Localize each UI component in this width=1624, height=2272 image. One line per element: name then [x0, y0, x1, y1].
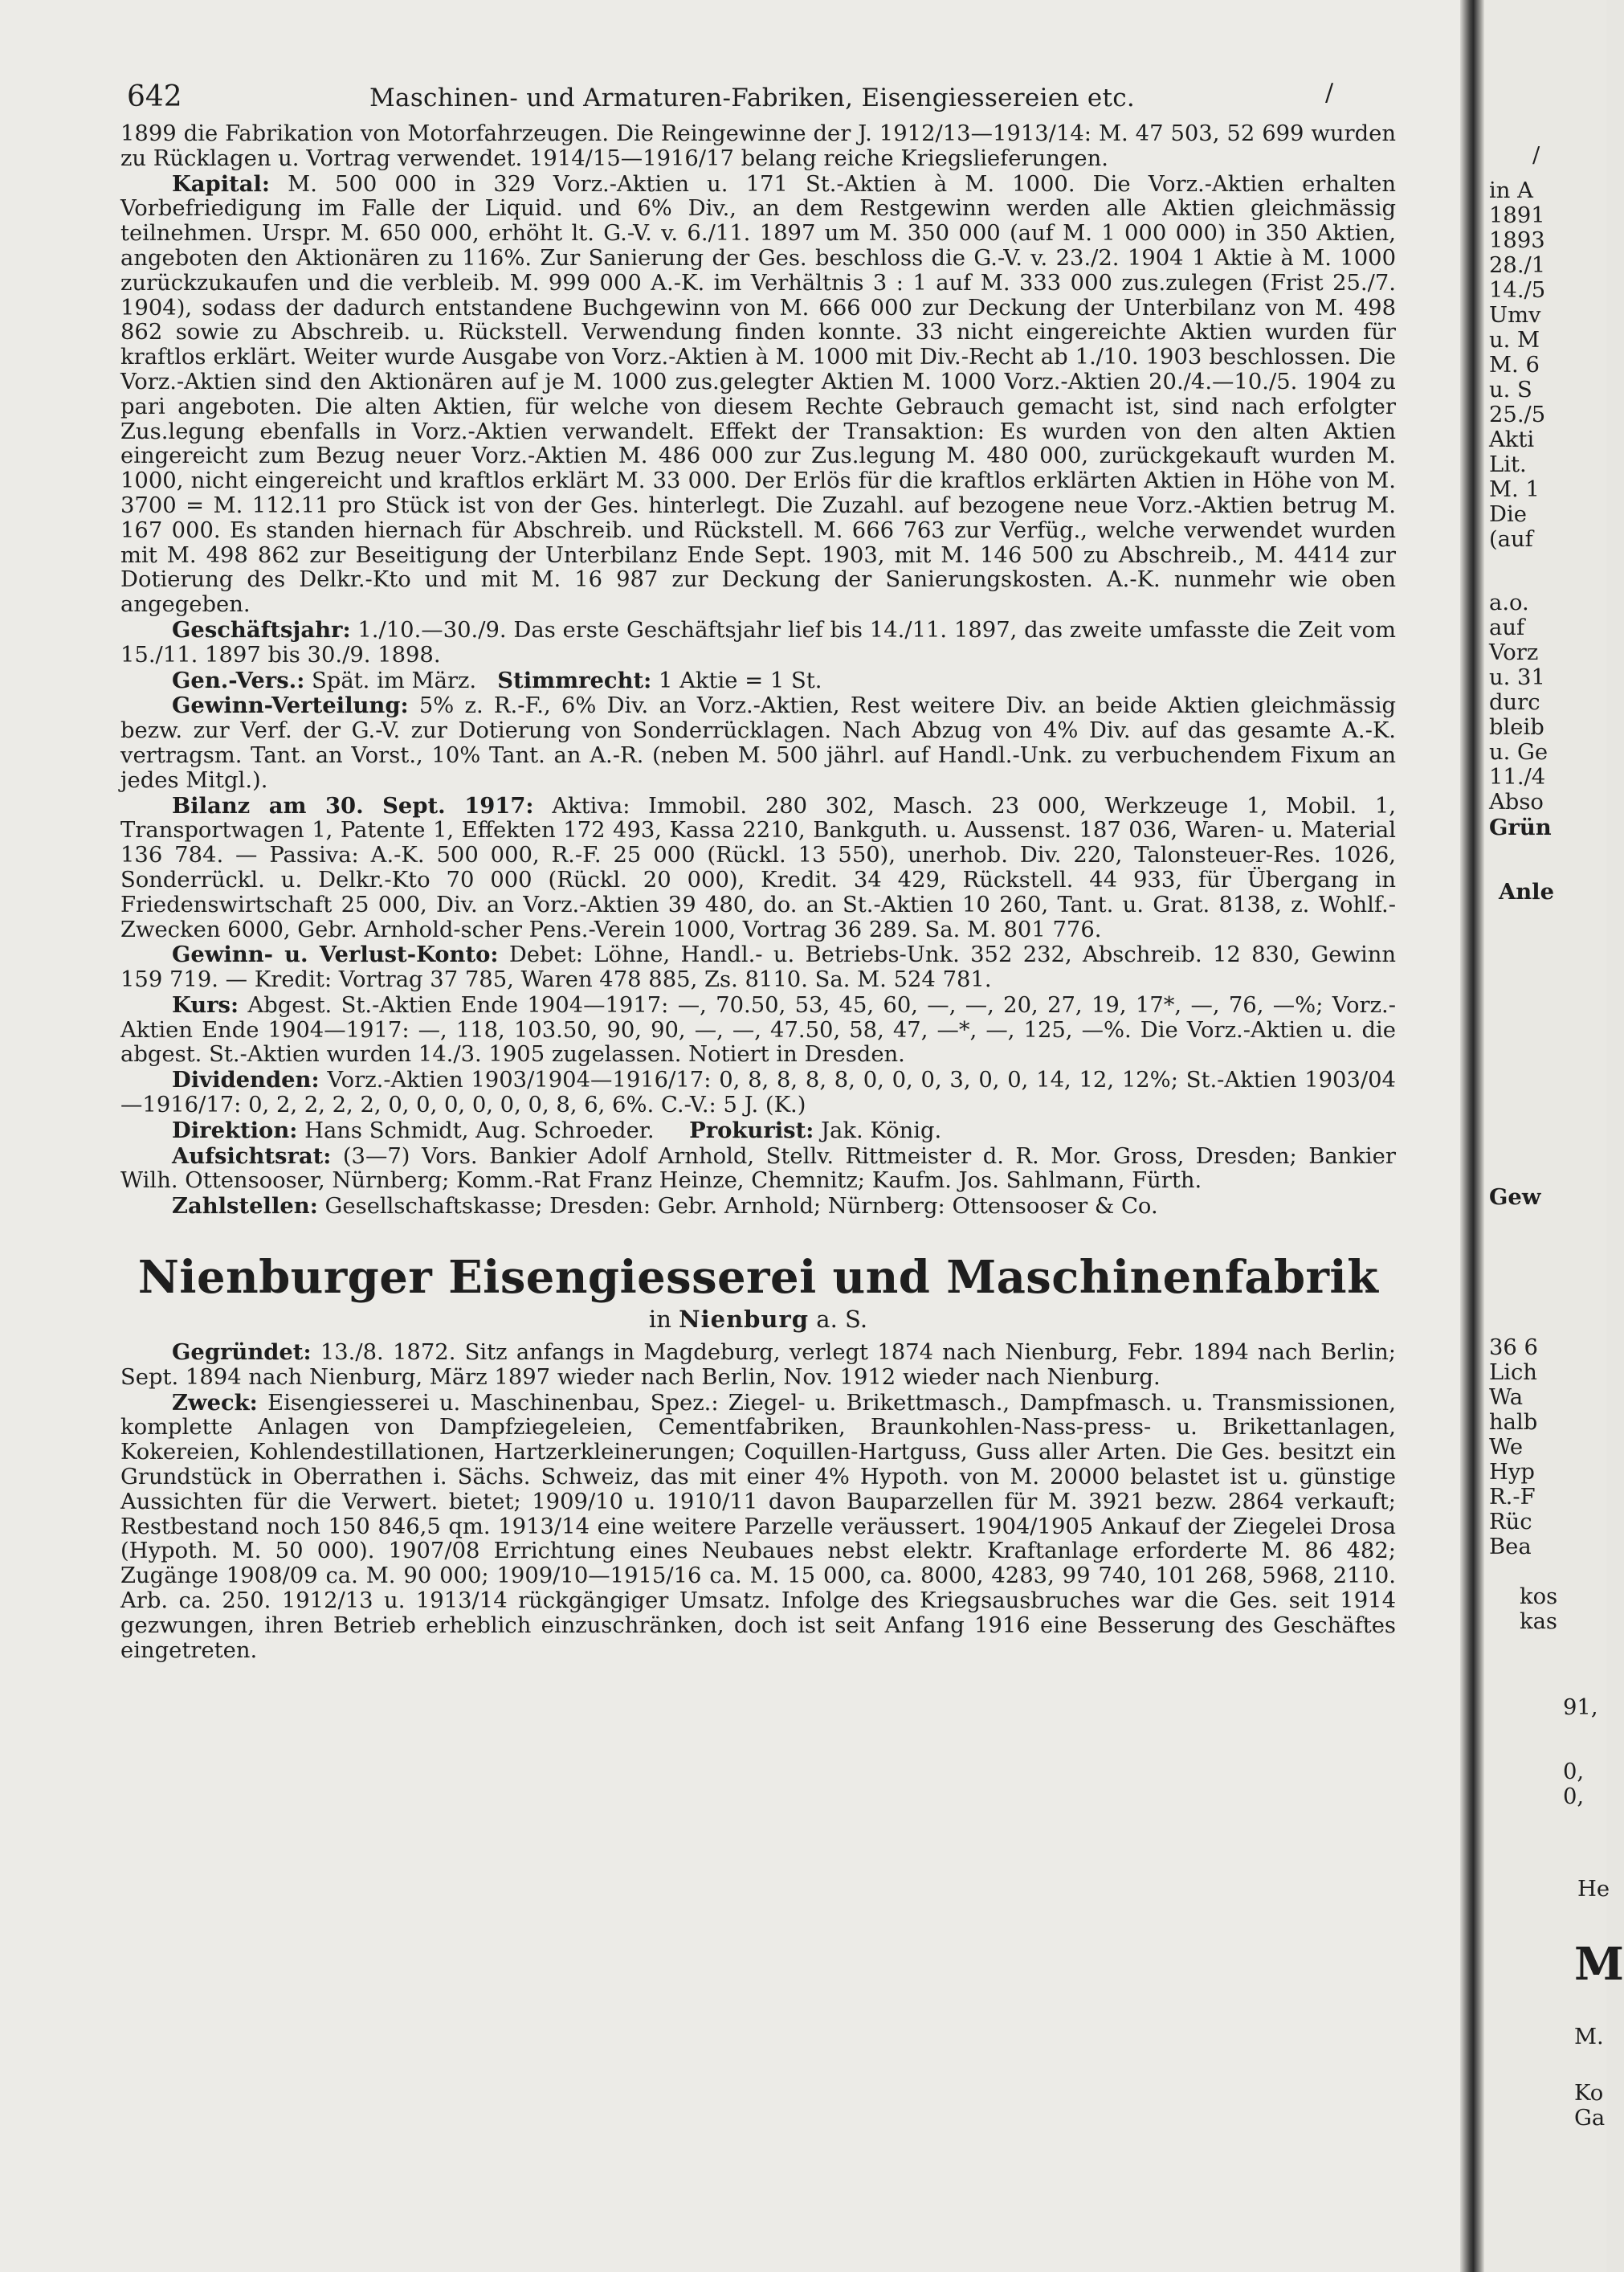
rp-line: Gew — [1489, 1184, 1541, 1210]
entry-bilanz — [120, 794, 1396, 943]
entry-label: Aufsichtsrat: — [172, 1142, 332, 1169]
entry-text: Debet: Löhne, Handl.- u. Betriebs-Unk. 352 232, Abschreib. 12 830, Gewinn 159 719. — Kredit: Vortrag 37 785, Waren 478 885, Zs. 8110. Sa. M. 524 781. — [120, 942, 1396, 993]
entry-label: Gewinn-Verteilung: — [172, 693, 409, 719]
rp-line: u. Ge — [1489, 740, 1549, 765]
rp-line: Umv — [1489, 303, 1541, 328]
running-title: Maschinen- und Armaturen-Fabriken, Eisengiessereien etc. — [369, 84, 1136, 112]
entry-label: Gegründet: — [172, 1339, 312, 1366]
rp-line: durc — [1489, 690, 1540, 715]
entry-text-2: 1 Aktie = 1 St. — [659, 668, 822, 693]
rp-line: halb — [1489, 1410, 1538, 1435]
right-page-fragment — [1484, 0, 1624, 2272]
entry-label-2: Prokurist: — [689, 1117, 814, 1143]
entry-direktion — [120, 1118, 1396, 1144]
rp-line: Vorz — [1489, 640, 1539, 665]
rp-line: Rüc — [1489, 1510, 1532, 1534]
entry-gen-vers — [120, 668, 1396, 694]
rp-line: M. 1 — [1489, 477, 1540, 502]
entry-aufsichtsrat — [120, 1144, 1396, 1195]
rp-line: kos — [1520, 1584, 1558, 1609]
margin-mark: / — [1325, 79, 1334, 107]
entry-label: Kapital: — [172, 170, 271, 197]
entry-label: Kurs: — [172, 991, 239, 1018]
rp-line: Hyp — [1489, 1460, 1535, 1485]
entry-label: Zahlstellen: — [172, 1193, 318, 1220]
rp-line: a.o. — [1489, 590, 1529, 615]
entry-geschaeftsjahr — [120, 618, 1396, 668]
page-content — [120, 74, 1396, 1663]
location-suffix: a. S. — [816, 1306, 868, 1334]
entry-text: Vorz.-Aktien 1903/1904—1916/17: 0, 8, 8, 8, 8, 0, 0, 0, 3, 0, 0, 14, 12, 12%; St.-Aktien 1903/04—1916/17: 0, 2, 2, 2, 2, 0, 0, 0, 0, 0, 0, 8, 6, 6%. C.-V.: 5 J. (K.) — [120, 1068, 1396, 1118]
entry-label: Gewinn- u. Verlust-Konto: — [172, 942, 499, 968]
company-location — [120, 1303, 1396, 1335]
rp-line: R.-F — [1489, 1485, 1536, 1510]
rp-line: 1891 — [1489, 203, 1545, 228]
rp-line: Akti — [1489, 427, 1535, 452]
page-header — [120, 74, 1396, 122]
entry-text: 13./8. 1872. Sitz anfangs in Magdeburg, verlegt 1874 nach Nienburg, Febr. 1894 nach Berlin; Sept. 1894 nach Nienburg, März 1897 wieder nach Berlin, Nov. 1912 wieder nach Nienburg. — [120, 1340, 1396, 1390]
rp-line: 91, — [1563, 1695, 1598, 1720]
rp-line: 0, — [1563, 1759, 1585, 1784]
rp-line: 14./5 — [1489, 278, 1546, 303]
rp-line: 1893 — [1489, 228, 1545, 253]
entry-text: Hans Schmidt, Aug. Schroeder. — [304, 1118, 655, 1143]
rp-line: M. — [1574, 2025, 1604, 2049]
intro-paragraph: 1899 die Fabrikation von Motorfahrzeugen. Die Reingewinne der J. 1912/13—1913/14: M. 47 503, 52 699 wurden zu Rücklagen u. Vortrag verwendet. 1914/15—1916/17 belang reiche Kriegslieferungen. — [120, 121, 1396, 171]
rp-line: Ko — [1574, 2081, 1604, 2106]
rp-line: Lit. — [1489, 452, 1527, 477]
entry-text: Eisengiesserei u. Maschinenbau, Spez.: Ziegel- u. Brikettmasch., Dampfmasch. u. Transmissionen, komplette Anlagen von Dampfziegeleien, Cementfabriken, Braunkohlen-Nass-press- u. Brikettanlagen, Kokereien, Kohlendestillationen, Hartzerkleinerungen; Coquillen-Hartguss, Guss aller Arten. Die Ges. besitzt ein Grundstück in Oberrathen i. Sächs. Schweiz, das mit einer 4% Hypoth. von M. 20000 belastet ist u. günstige Aussichten für die Verwert. bietet; 1909/10 u. 1910/11 davon Bauparzellen für M. 3921 bezw. 2864 verkauft; Restbestand noch 150 846,5 qm. 1913/14 eine weitere Parzelle veräussert. 1904/1905 Ankauf der Ziegelei Drosa (Hypoth. M. 50 000). 1907/08 Errichtung eines Neubaues nebst elektr. Kraftanlage erforderte M. 86 482; Zugänge 1908/09 ca. M. 90 000; 1909/10—1915/16 ca. M. 15 000, ca. 8000, 4283, 99 740, 101 268, 5968, 2110. Arb. ca. 250. 1912/13 u. 1913/14 rückgängiger Umsatz. Infolge des Kriegsausbruches war die Ges. seit 1914 gezwungen, ihren Betrieb erheblich einzuschränken, doch ist seit Anfang 1916 eine Besserung des Geschäftes eingetreten. — [120, 1390, 1396, 1663]
entry-label: Direktion: — [172, 1117, 298, 1143]
entry-label-2: Stimmrecht: — [497, 667, 652, 693]
rp-line: 28./1 — [1489, 253, 1546, 278]
rp-line: Grün — [1489, 815, 1552, 840]
rp-line: kas — [1520, 1609, 1557, 1634]
entry-text: Abgest. St.-Aktien Ende 1904—1917: —, 70.50, 53, 45, 60, —, —, 20, 27, 19, 17*, —, 76, —%; Vorz.-Aktien Ende 1904—1917: —, 118, 103.50, 90, 90, —, —, 47.50, 58, 47, —*, —, 125, —%. Die Vorz.-Aktien u. die abgest. St.-Aktien wurden 14./3. 1905 zugelassen. Notiert in Dresden. — [120, 992, 1396, 1068]
entry-zahlstellen — [120, 1194, 1396, 1220]
entry-gewinn-verteilung — [120, 693, 1396, 793]
rp-line: (auf — [1489, 527, 1533, 552]
location-prefix: in — [648, 1306, 671, 1334]
rp-line: bleib — [1489, 715, 1544, 740]
rp-line: u. M — [1489, 328, 1540, 353]
rp-line: Die — [1489, 502, 1527, 527]
rp-line: M. 6 — [1489, 353, 1540, 378]
entry-text: Aktiva: Immobil. 280 302, Masch. 23 000, Werkzeuge 1, Mobil. 1, Transportwagen 1, Patente 1, Effekten 172 493, Kassa 2210, Bankguth. u. Aussenst. 187 036, Waren- u. Material 136 784. — Passiva: A.-K. 500 000, R.-F. 25 000 (Rückl. 13 550), unerhob. Div. 220, Talonsteuer-Res. 1026, Sonderrückl. u. Delkr.-Kto 70 000 (Rückl. 20 000), Kredit. 34 429, Rückstell. 44 933, für Übergang in Friedenswirtschaft 25 000, Div. an Vorz.-Aktien 39 480, do. an St.-Aktien 10 260, Tant. u. Grat. 8138, z. Wohlf.-Zwecken 6000, Gebr. Arnhold-scher Pens.-Verein 1000, Vortrag 36 289. Sa. M. 801 776. — [120, 793, 1396, 942]
entry-label: Zweck: — [172, 1389, 258, 1416]
entry-label: Gen.-Vers.: — [172, 667, 305, 693]
entry-gegruendet — [120, 1340, 1396, 1391]
rp-line: Abso — [1489, 790, 1544, 815]
entry-zweck — [120, 1391, 1396, 1664]
rp-line: Lich — [1489, 1360, 1537, 1385]
entry-kapital — [120, 172, 1396, 618]
rp-line: / — [1532, 143, 1540, 168]
rp-line: in A — [1489, 178, 1533, 203]
rp-line: auf — [1489, 615, 1525, 640]
entry-text: M. 500 000 in 329 Vorz.-Aktien u. 171 St.-Aktien à M. 1000. Die Vorz.-Aktien erhalten Vorbefriedigung im Falle der Liquid. und 6% Div., an dem Restgewinn werden alle Aktien gleichmässig teilnehmen. Urspr. M. 650 000, erhöht lt. G.-V. v. 6./11. 1897 um M. 350 000 (auf M. 1 000 000) in 350 Aktien, angeboten den Aktionären zu 116%. Zur Sanierung der Ges. beschloss die G.-V. v. 23./2. 1904 1 Aktie à M. 1000 zurückzukaufen und die verbleib. M. 999 000 A.-K. im Verhältnis 3 : 1 auf M. 333 000 zus.zulegen (Frist 25./7. 1904), sodass der dadurch entstandene Buchgewinn von M. 666 000 zur Deckung der Unterbilanz von M. 498 862 sowie zu Abschreib. u. Rückstell. Verwendung finden konnte. 33 nicht eingereichte Aktien wurden für kraftlos erklärt. Weiter wurde Ausgabe von Vorz.-Aktien à M. 1000 mit Div.-Recht ab 1./10. 1903 beschlossen. Die Vorz.-Aktien sind den Aktionären auf je M. 1000 zus.gelegter Aktien M. 1000 Vorz.-Aktien 20./4.—10./5. 1904 zu pari angeboten. Die alten Aktien, für welche von diesem Rechte Gebrauch gemacht ist, sind nach erfolgter Zus.legung ebenfalls in Vorz.-Aktien verwandelt. Effekt der Transaktion: Es wurden von den alten Aktien eingereicht zum Bezug neuer Vorz.-Aktien M. 486 000 zur Zus.legung M. 480 000, zurückgekauft wurden M. 1000, nicht eingereicht und kraftlos erklärt M. 33 000. Der Erlös für die kraftlos erklärten Aktien in Höhe von M. 3700 = M. 112.11 pro Stück ist von der Ges. hinterlegt. Die Zuzahl. auf bezogene neue Vorz.-Aktien betrug M. 167 000. Es standen hiernach für Abschreib. und Rückstell. M. 666 763 zur Verfüg., welche verwendet wurden mit M. 498 862 zur Beseitigung der Unterbilanz Ende Sept. 1903, mit M. 146 500 zu Abschreib., M. 4414 zur Dotierung des Delkr.-Kto und mit M. 16 987 zur Deckung der Sanierungskosten. A.-K. nunmehr wie oben angegeben. — [120, 171, 1396, 618]
entry-label: Dividenden: — [172, 1067, 320, 1093]
rp-line: 36 6 — [1489, 1335, 1538, 1360]
entry-text: 1./10.—30./9. Das erste Geschäftsjahr lief bis 14./11. 1897, das zweite umfasste die Zeit vom 15./11. 1897 bis 30./9. 1898. — [120, 617, 1396, 668]
rp-line: He — [1577, 1877, 1610, 1902]
rp-line: 0, — [1563, 1784, 1585, 1809]
entry-text-2: Jak. König. — [821, 1118, 942, 1143]
rp-line: 25./5 — [1489, 403, 1546, 427]
entry-label: Bilanz am 30. Sept. 1917: — [172, 792, 534, 819]
entry-gewinn-verlust — [120, 942, 1396, 993]
location-city: Nienburg — [679, 1306, 810, 1334]
entry-text: Gesellschaftskasse; Dresden: Gebr. Arnhold; Nürnberg: Ottensooser & Co. — [324, 1194, 1158, 1220]
entry-text: (3—7) Vors. Bankier Adolf Arnhold, Stellv. Rittmeister d. R. Mor. Gross, Dresden; Bankier Wilh. Ottensooser, Nürnberg; Komm.-Rat Franz Heinze, Chemnitz; Kaufm. Jos. Sahlmann, Fürth. — [120, 1143, 1396, 1194]
entry-dividenden — [120, 1068, 1396, 1118]
rp-line: u. 31 — [1489, 665, 1545, 690]
rp-line: Bea — [1489, 1534, 1532, 1559]
rp-line: Anle — [1499, 879, 1554, 905]
entry-label: Geschäftsjahr: — [172, 616, 351, 643]
rp-line: u. S — [1489, 378, 1532, 403]
rp-line: Ga — [1574, 2106, 1606, 2131]
entry-kurs — [120, 993, 1396, 1068]
company-heading: Nienburger Eisengiesserei und Maschinenfabrik — [137, 1251, 1379, 1305]
entry-text: Spät. im März. — [312, 668, 477, 693]
rp-line: M — [1574, 1938, 1624, 1991]
rp-line: Wa — [1489, 1385, 1524, 1410]
entry-text: 5% z. R.-F., 6% Div. an Vorz.-Aktien, Rest weitere Div. an beide Aktien gleichmässig bezw. zur Verf. der G.-V. zur Dotierung von Sonderrücklagen. Nach Abzug von 4% Div. auf das gesamte A.-K. vertragsm. Tant. an Vorst., 10% Tant. an A.-R. (neben M. 500 jährl. auf Handl.-Unk. zu verbuchendem Fixum an jedes Mitgl.). — [120, 693, 1396, 793]
page-number: 642 — [127, 80, 182, 113]
rp-line: 11./4 — [1489, 765, 1546, 790]
page-gutter — [1460, 0, 1484, 2272]
rp-line: We — [1489, 1435, 1524, 1460]
